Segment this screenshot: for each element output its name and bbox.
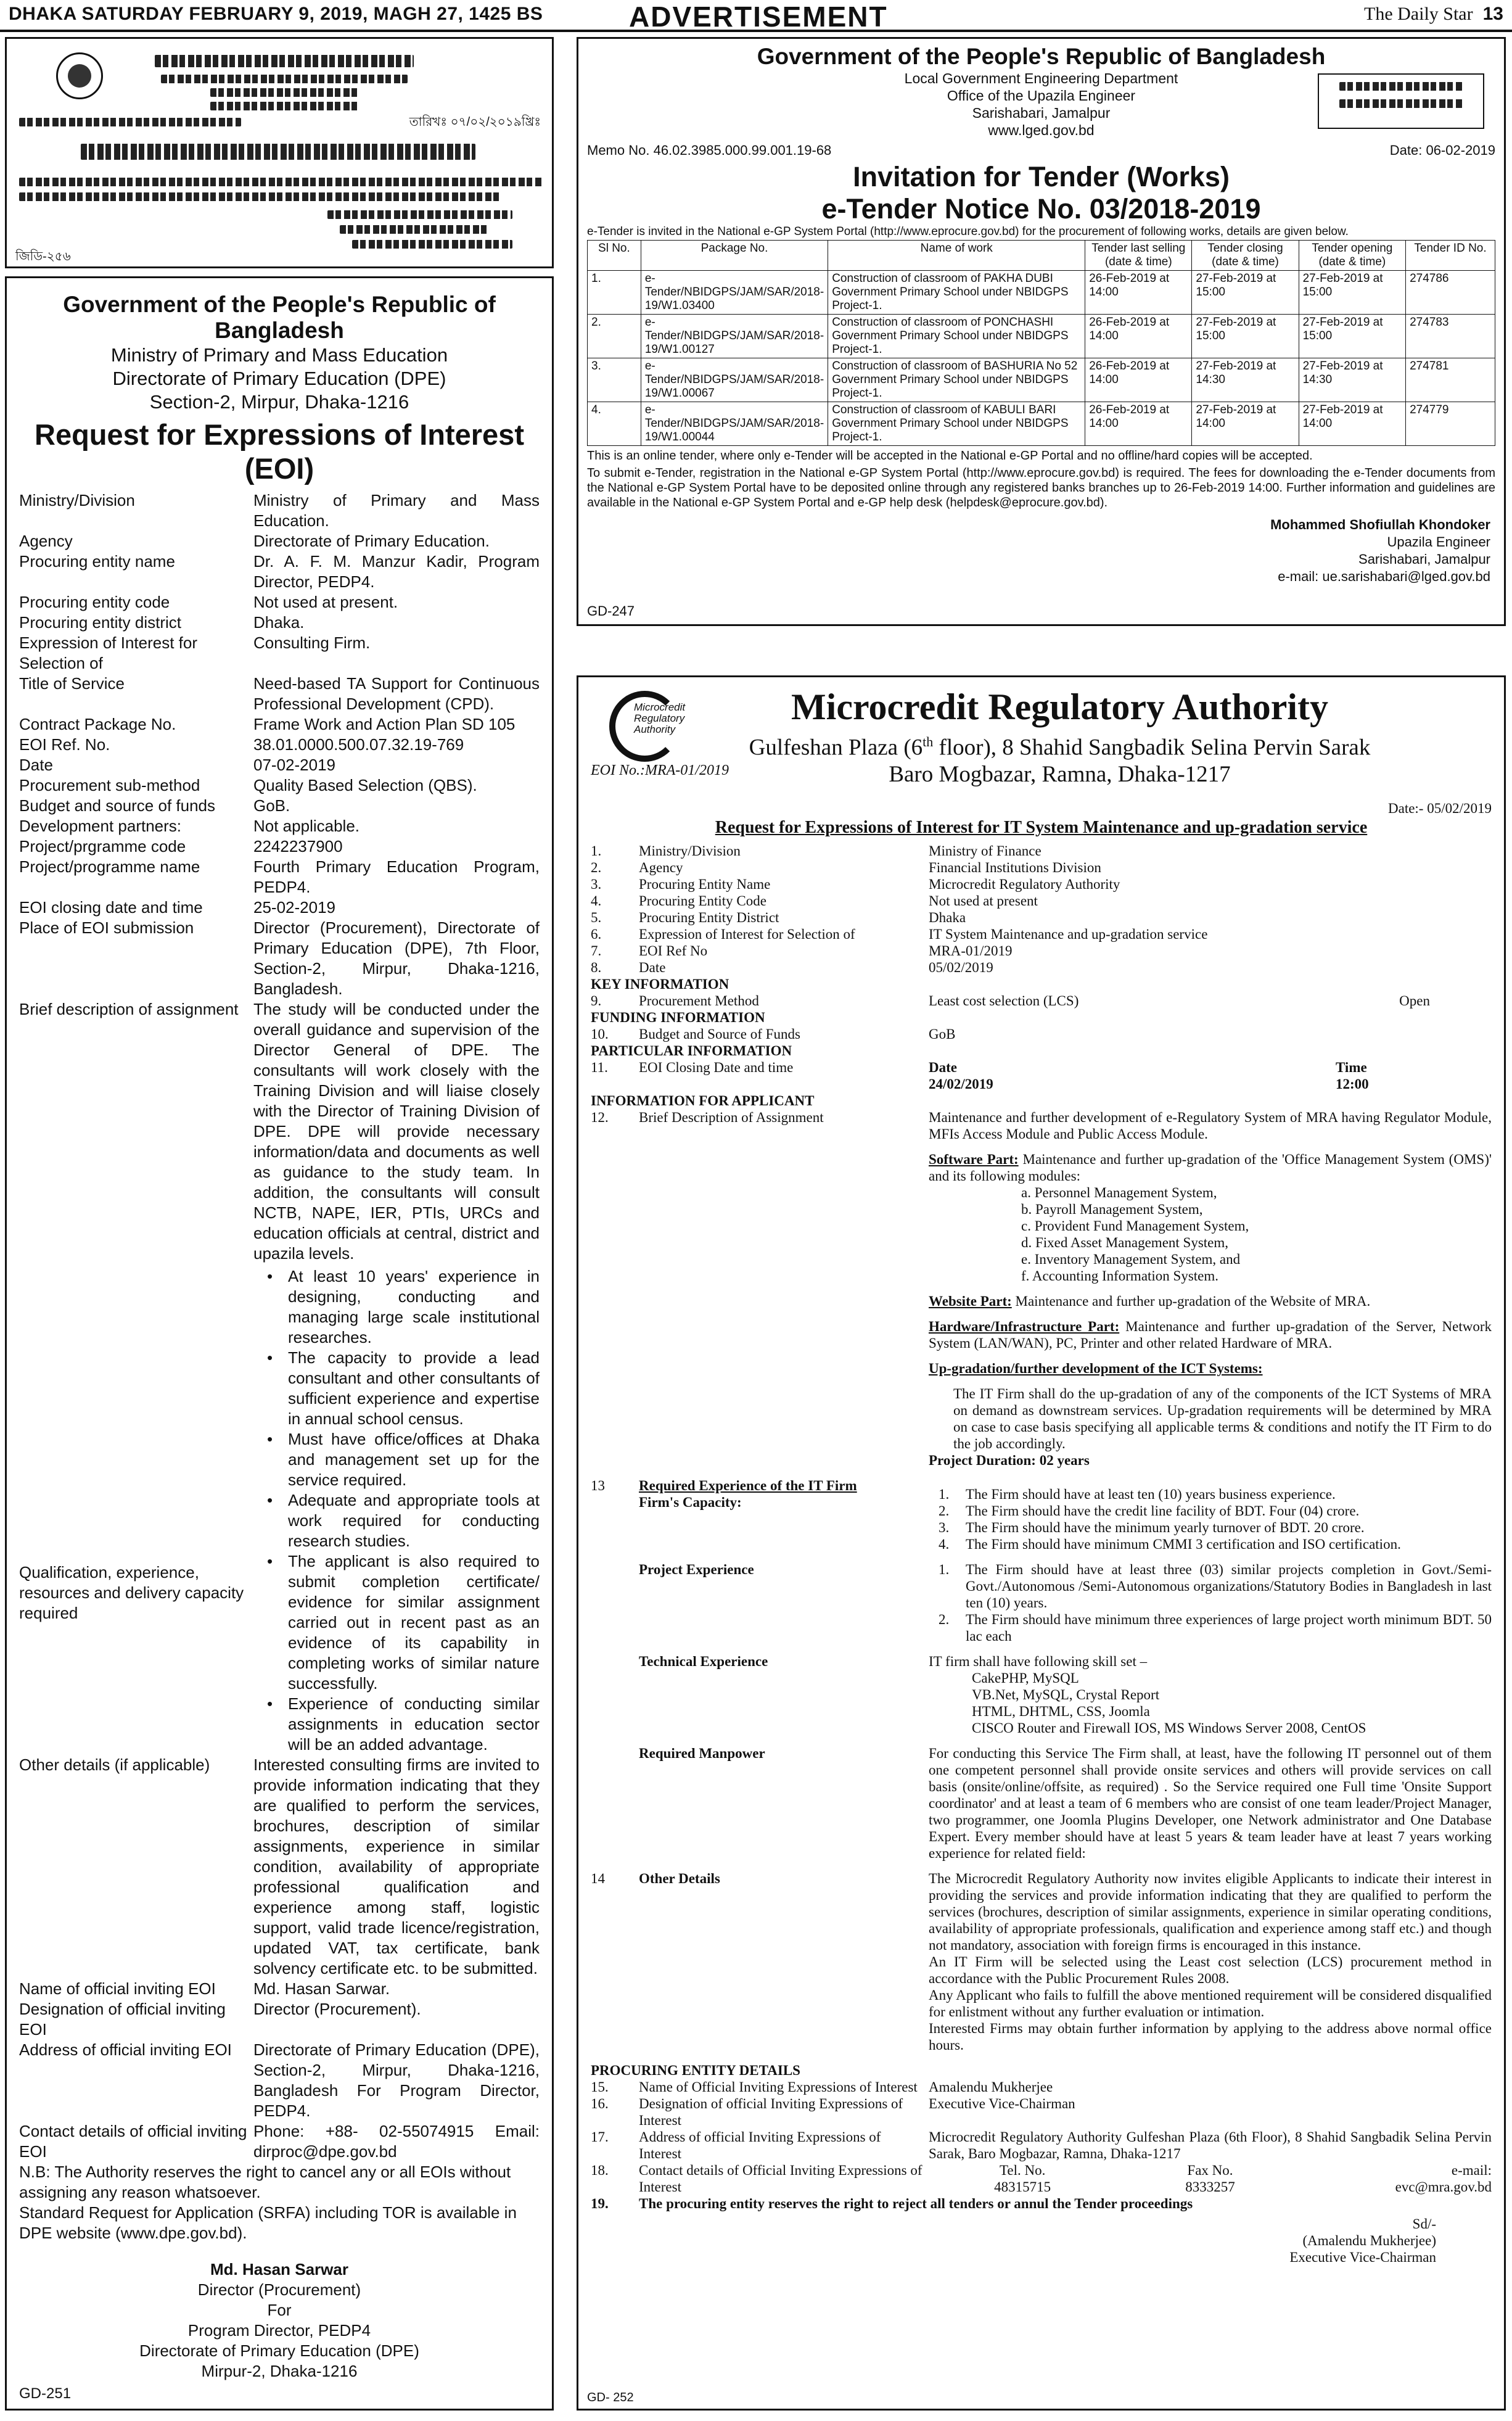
mra-item — [591, 959, 1492, 976]
mra-item: Required Manpower For conducting this Service The Firm shall, at least, have the following IT personnel out of them one competent personnel shall provide onsite services and others will provide services on call basis (onsite/online/offsite, as required) . So the Service required one Full time 'Onsite Support coordinator' and at least a team of 6 members who are consist of one team leader/Project Manager, two programmer, one Joomla Plugins Developer, one Network administrator and One Database Expert. Every member should have at least 5 years & team leader have at least 7 years working experience for related field: — [639, 1746, 1492, 1862]
lged-tender-notice — [577, 37, 1506, 626]
signature-line: Director (Procurement) — [197, 2280, 361, 2299]
item-label: Ministry/Division — [639, 843, 741, 859]
table-cell: e-Tender/NBIDGPS/JAM/SAR/2018-19/W1.00044 — [641, 402, 828, 446]
item-number: 8. — [591, 960, 602, 976]
eoi-row — [19, 1979, 540, 1999]
row-label: EOI closing date and time — [19, 898, 203, 917]
row-value: Fourth Primary Education Program, PEDP4. — [253, 857, 540, 896]
office-line: Local Government Engineering Department — [904, 70, 1178, 86]
table-cell: 27-Feb-2019 at 14:00 — [1299, 402, 1405, 446]
row-value: Dhaka. — [253, 613, 305, 632]
mra-item: 19. The procuring entity reserves the right to reject all tenders or annul the Tender proceedings — [591, 2196, 1193, 2212]
mra-item — [591, 893, 1492, 909]
mra-signature — [591, 2216, 1492, 2266]
eoi-row — [19, 531, 540, 551]
bangla-slogan-stamp — [1318, 73, 1484, 129]
item-value: Not used at present — [929, 893, 1038, 909]
item-value: Microcredit Regulatory Authority — [929, 876, 1120, 893]
table-cell: Construction of classroom of PAKHA DUBI Government Primary School under NBIDGPS Project-1. — [828, 271, 1085, 315]
mra-item: 13 Required Experience of the IT Firm Firm's Capacity: 1. The Firm should have at least ten (10) years business experience. 2. The Firm should have the credit line facility of BDT. Four (04) crore. 3. The Firm should have the minimum yearly turnover of BDT. 20 crore. 4. The Firm should have minimum CMMI 3 certification and ISO certification. — [591, 1477, 1492, 1553]
row-label: Development partners: — [19, 817, 182, 835]
signature-line: Md. Hasan Sarwar — [210, 2260, 348, 2279]
item-value: Amalendu Mukherjee — [929, 2079, 1053, 2095]
section-heading: INFORMATION FOR APPLICANT — [591, 1093, 815, 1109]
table-row — [588, 358, 1495, 402]
government-seal-icon — [56, 52, 103, 99]
numbered-item — [929, 1611, 1492, 1644]
row-label: Budget and source of funds — [19, 796, 216, 815]
eoi-row — [19, 836, 540, 857]
eoi-row — [19, 633, 540, 674]
mra-item: 10. Budget and Source of Funds GoB — [591, 1026, 956, 1042]
qualification-list — [253, 1266, 540, 1755]
qualification-item: • The capacity to provide a lead consultant and other consultants of sufficient experience and expertise in annual school census. — [288, 1348, 540, 1429]
row-value: Not applicable. — [253, 817, 360, 835]
signature-line: e-mail: ue.sarishabari@lged.gov.bd — [1278, 569, 1490, 584]
eoi-row — [19, 714, 540, 735]
mra-item — [591, 909, 1492, 926]
masthead — [0, 0, 1512, 32]
row-value: Director (Procurement). — [253, 2000, 421, 2018]
item-number: 2. — [939, 1612, 950, 1628]
item-label: EOI Ref No — [639, 943, 708, 959]
signature-line: Mohammed Shofiullah Khondoker — [1270, 517, 1490, 532]
signature-line: Upazila Engineer — [1387, 534, 1490, 550]
tender-signature — [587, 516, 1495, 585]
bangla-notice — [5, 37, 554, 268]
office-line: Sarishabari, Jamalpur — [972, 105, 1111, 121]
table-cell: 26-Feb-2019 at 14:00 — [1085, 315, 1192, 358]
item-text: The Firm should have at least three (03) similar projects completion in Govt./Semi-Govt./Autonomous /Semi-Autonomous organizations/Statutory Bodies in Bangladesh in last ten (10) years. — [966, 1562, 1492, 1611]
dpe-eoi-notice — [5, 276, 554, 2411]
table-cell: 27-Feb-2019 at 15:00 — [1299, 315, 1405, 358]
row-label: Expression of Interest for Selection of — [19, 633, 198, 672]
item-label: Name of Official Inviting Expressions of Interest — [639, 2079, 918, 2095]
qualification-item: • Must have office/offices at Dhaka and management set up for the service required. — [288, 1429, 540, 1490]
eoi-row — [19, 490, 540, 531]
table-cell: 274786 — [1406, 271, 1495, 315]
item-value: Dhaka — [929, 910, 966, 926]
signature-line: Directorate of Primary Education (DPE) — [139, 2341, 419, 2360]
table-cell: e-Tender/NBIDGPS/JAM/SAR/2018-19/W1.00127 — [641, 315, 828, 358]
eoi-rows — [19, 490, 540, 1264]
row-value: Phone: +88- 02-55074915 Email: dirproc@dpe.gov.bd — [253, 2122, 540, 2161]
row-label: Procurement sub-method — [19, 776, 200, 794]
module-item: d. Fixed Asset Management System, — [1021, 1235, 1229, 1251]
gd-number: GD- 252 — [587, 2391, 634, 2404]
table-row — [588, 315, 1495, 358]
signature-line: (Amalendu Mukherjee) — [1302, 2233, 1436, 2249]
row-value: 2242237900 — [253, 837, 343, 856]
row-value: Quality Based Selection (QBS). — [253, 776, 477, 794]
mra-name: Microcredit Regulatory Authority — [791, 687, 1328, 727]
column-header: Package No. — [641, 241, 828, 271]
item-number: 1. — [939, 1562, 950, 1578]
eoi-row — [19, 1999, 540, 2040]
section-heading: KEY INFORMATION — [591, 976, 729, 992]
mra-eoi-notice — [577, 675, 1506, 2411]
mra-address-1: Gulfeshan Plaza (6th floor), 8 Shahid Sangbadik Selina Pervin Sarak — [749, 734, 1371, 761]
row-label: Designation of official inviting EOI — [19, 2000, 226, 2039]
table-cell: 26-Feb-2019 at 14:00 — [1085, 358, 1192, 402]
item-number: 6. — [591, 926, 602, 942]
table-cell: 3. — [588, 358, 641, 402]
eoi-srfa: Standard Request for Application (SRFA) including TOR is available in DPE website (www.dpe.gov.bd). — [19, 2203, 517, 2242]
table-cell: e-Tender/NBIDGPS/JAM/SAR/2018-19/W1.03400 — [641, 271, 828, 315]
item-number: 3. — [939, 1520, 950, 1536]
eoi-row — [19, 674, 540, 714]
paper-name — [1364, 4, 1503, 25]
item-value: Ministry of Finance — [929, 843, 1042, 859]
item-label: Procuring Entity Code — [639, 893, 766, 909]
paper-logo: The Daily Star — [1364, 4, 1473, 24]
row-label: Project/prgramme code — [19, 837, 186, 856]
eoi-signature — [19, 2259, 540, 2382]
memo-number: Memo No. 46.02.3985.000.99.001.19-68 — [587, 142, 832, 158]
item-number: 17. — [591, 2129, 609, 2145]
row-label: Ministry/Division — [19, 491, 135, 509]
item-value: IT System Maintenance and up-gradation service — [929, 926, 1208, 942]
table-cell: 2. — [588, 315, 641, 358]
row-value: Directorate of Primary Education. — [253, 532, 490, 550]
table-cell: 26-Feb-2019 at 14:00 — [1085, 402, 1192, 446]
mra-eoi-number: EOI No.:MRA-01/2019 — [591, 762, 729, 778]
memo-date: Date: 06-02-2019 — [1389, 142, 1495, 158]
tender-notice-number: e-Tender Notice No. 03/2018-2019 — [821, 193, 1261, 225]
qualification-item: • The applicant is also required to submit completion certificate/ evidence for similar assignment carried out in recent past as an evidence of its capability in completing works of similar nature successfully. — [288, 1551, 540, 1694]
eoi-title: Request for Expressions of Interest (EOI) — [35, 418, 524, 485]
tender-table — [587, 240, 1495, 446]
mra-title: Request for Expressions of Interest for IT System Maintenance and up-gradation service — [715, 818, 1368, 838]
item-number: 7. — [591, 943, 602, 959]
column-header: Tender ID No. — [1406, 241, 1495, 271]
row-value: Need-based TA Support for Continuous Professional Development (CPD). — [253, 674, 540, 713]
table-cell: 26-Feb-2019 at 14:00 — [1085, 271, 1192, 315]
row-value: Consulting Firm. — [253, 633, 371, 652]
numbered-item — [929, 1486, 1492, 1503]
row-value: Dr. A. F. M. Manzur Kadir, Program Director, PEDP4. — [253, 552, 540, 591]
row-value: Frame Work and Action Plan SD 105 — [253, 715, 516, 733]
table-cell: 4. — [588, 402, 641, 446]
table-row — [588, 402, 1495, 446]
tender-title: Invitation for Tender (Works) — [853, 161, 1230, 192]
table-cell: e-Tender/NBIDGPS/JAM/SAR/2018-19/W1.00067 — [641, 358, 828, 402]
module-item: c. Provident Fund Management System, — [1021, 1218, 1249, 1234]
eoi-row — [19, 735, 540, 755]
item-value: 05/02/2019 — [929, 960, 993, 976]
item-number: 5. — [591, 910, 602, 926]
column-header: Tender closing (date & time) — [1192, 241, 1299, 271]
item-text: The Firm should have minimum CMMI 3 certification and ISO certification. — [966, 1536, 1401, 1553]
signature-line: For — [267, 2301, 292, 2319]
row-value: The study will be conducted under the overall guidance and supervision of the Director General of DPE. The consultants will work closely with the Training Division and will liaise closely with the Director of Training Division of DPE. DPE will provide necessary information/data and documents as well as guidance to the study team. In addition, the consultants will consult NCTB, NAPE, IER, PTIs, URCs and education officials at central, district and upazila levels. — [253, 1000, 540, 1263]
table-cell: 27-Feb-2019 at 15:00 — [1192, 271, 1299, 315]
office-line: www.lged.gov.bd — [988, 122, 1095, 138]
tender-government: Government of the People's Republic of Bangladesh — [757, 44, 1326, 69]
mra-address-2: Baro Mogbazar, Ramna, Dhaka-1217 — [889, 762, 1231, 788]
item-label: Expression of Interest for Selection of — [639, 926, 855, 942]
mra-item — [591, 926, 1492, 942]
column-header: Tender opening (date & time) — [1299, 241, 1405, 271]
row-label: Procuring entity district — [19, 613, 181, 632]
mra-item: Technical Experience IT firm shall have following skill set – CakePHP, MySQL VB.Net, MySQL, Crystal Report HTML, DHTML, CSS, Joomla CISCO Router and Firewall IOS, MS Windows Server 2008, CentOS — [591, 1653, 1492, 1736]
mra-item: 12. Brief Description of Assignment Maintenance and further development of e-Regulatory System of MRA having Regulator Module, MFIs Access Module and Public Access Module. Software Part: Maintenance and further up-gradation of the 'Office Management System (OMS)' and its following modules: a. Personnel Management System, b. Payroll Management System, c. Provident Fund Management System, d. Fixed Asset Management System, e. Inventory Management System, and f. Accounting Information System. Website Part: Maintenance and further up-gradation of the Website of MRA. Hardware/Infrastructure Part: Maintenance and further up-gradation of the Server, Network System (LAN/WAN), PC, Printer and other related Hardware of MRA. Up-gradation/further development of the ICT Systems: The IT Firm shall do the up-gradation of any of the components of the ICT Systems of MRA on demand as downstream services. Up-gradation requirements will be determined by MRA on case to case basis specifying all applicable terms & conditions and notify the IT Firm to do the job accordingly. Project Duration: 02 years — [591, 1110, 1492, 1469]
eoi-row — [19, 592, 540, 612]
row-label: Procuring entity code — [19, 593, 170, 611]
item-text: The Firm should have minimum three experiences of large project worth minimum BDT. 50 lac each — [966, 1612, 1492, 1644]
table-cell: 27-Feb-2019 at 14:00 — [1192, 402, 1299, 446]
mra-item: 11. EOI Closing Date and time Date Time 24/02/2019 12:00 — [591, 1060, 1369, 1092]
table-cell: Construction of classroom of PONCHASHI Government Primary School under NBIDGPS Project-1. — [828, 315, 1085, 358]
skill-item: CakePHP, MySQL — [972, 1670, 1079, 1686]
item-number: 1. — [939, 1487, 950, 1503]
skill-item: HTML, DHTML, CSS, Joomla — [972, 1704, 1150, 1720]
eoi-directorate: Directorate of Primary Education (DPE) — [112, 368, 446, 389]
table-row — [588, 271, 1495, 315]
row-label: Address of official inviting EOI — [19, 2040, 232, 2059]
row-label: Name of official inviting EOI — [19, 1979, 216, 1998]
table-cell: 274781 — [1406, 358, 1495, 402]
item-label: Procuring Entity District — [639, 910, 779, 926]
tender-note-registration: To submit e-Tender, registration in the National e-GP System Portal (http://www.eprocure.gov.bd) is required. The fees for downloading the e-Tender documents from the National e-GP System Portal have to be deposited online through any registered banks branches up to 26-Feb-2019 14:00. Further information and guidelines are available in the National e-GP System Portal and e-GP help desk (helpdesk@eprocure.gov.bd). — [587, 466, 1495, 509]
mra-item — [591, 2079, 1492, 2095]
signature-line: Mirpur-2, Dhaka-1216 — [201, 2362, 358, 2380]
module-item: e. Inventory Management System, and — [1021, 1252, 1241, 1268]
eoi-row — [19, 999, 540, 1264]
row-label: Agency — [19, 532, 73, 550]
signature-line: Sarishabari, Jamalpur — [1358, 551, 1490, 567]
section-heading: PROCURING ENTITY DETAILS — [591, 2063, 800, 2079]
module-item: f. Accounting Information System. — [1021, 1268, 1219, 1284]
row-value: GoB. — [253, 796, 290, 815]
section-heading: PARTICULAR INFORMATION — [591, 1043, 792, 1059]
table-cell: 27-Feb-2019 at 14:30 — [1192, 358, 1299, 402]
qualification-item: • Experience of conducting similar assignments in education sector will be an added advantage. — [288, 1694, 540, 1755]
tender-intro: e-Tender is invited in the National e-GP System Portal (http://www.eprocure.gov.bd) for the procurement of following works, details are given below. — [587, 225, 1349, 238]
row-label: Contact details of official inviting EOI — [19, 2122, 247, 2161]
gd-number: GD-251 — [19, 2385, 72, 2402]
row-label: Project/programme name — [19, 857, 200, 876]
eoi-row — [19, 918, 540, 999]
skill-item: CISCO Router and Firewall IOS, MS Windows Server 2008, CentOS — [972, 1720, 1366, 1736]
signature-line: Executive Vice-Chairman — [1289, 2250, 1436, 2266]
row-value: Directorate of Primary Education (DPE), Section-2, Mirpur, Dhaka-1216, Bangladesh For Program Director, PEDP4. — [253, 2040, 540, 2120]
item-value: Microcredit Regulatory Authority Gulfeshan Plaza (6th Floor), 8 Shahid Sangbadik Selina Pervin Sarak, Baro Mogbazar, Ramna, Dhaka-1217 — [929, 2129, 1492, 2162]
row-label: Contract Package No. — [19, 715, 176, 733]
row-label: Date — [19, 756, 53, 774]
item-label: Procuring Entity Name — [639, 876, 771, 893]
item-number: 2. — [939, 1503, 950, 1519]
eoi-row — [19, 816, 540, 836]
module-item: b. Payroll Management System, — [1021, 1202, 1203, 1218]
mra-item — [591, 2129, 1492, 2162]
row-label: Brief description of assignment — [19, 1000, 239, 1018]
module-item: a. Personnel Management System, — [1021, 1185, 1217, 1201]
logo-line: Authority — [634, 724, 676, 735]
item-label: Designation of official Inviting Expressions of Interest — [639, 2096, 903, 2129]
eoi-row — [19, 897, 540, 918]
row-value: Ministry of Primary and Mass Education. — [253, 491, 540, 530]
eoi-address: Section-2, Mirpur, Dhaka-1216 — [149, 391, 409, 413]
qualification-item: • Adequate and appropriate tools at work required for conducting research studies. — [288, 1490, 540, 1551]
row-value: Md. Hasan Sarwar. — [253, 1979, 390, 1998]
eoi-row — [19, 775, 540, 796]
item-label: Address of official Inviting Expressions of Interest — [639, 2129, 881, 2162]
mra-item — [591, 859, 1492, 876]
table-cell: Construction of classroom of BASHURIA No 52 Government Primary School under NBIDGPS Project-1. — [828, 358, 1085, 402]
item-label: Date — [639, 960, 666, 976]
gd-number: জিডি-২৫৬ — [15, 250, 71, 263]
mra-date: Date:- 05/02/2019 — [1388, 801, 1492, 817]
item-value: Executive Vice-Chairman — [929, 2096, 1075, 2112]
numbered-item — [929, 1503, 1492, 1519]
logo-line: Regulatory — [634, 712, 685, 724]
item-number: 15. — [591, 2079, 609, 2095]
eoi-row — [19, 796, 540, 816]
mra-items — [591, 843, 1492, 976]
row-label: Qualification, experience, resources and delivery capacity required — [19, 1563, 244, 1622]
eoi-nb: N.B: The Authority reserves the right to cancel any or all EOIs without assigning any reason whatsoever. — [19, 2163, 511, 2201]
eoi-row — [19, 755, 540, 775]
logo-line: Microcredit — [634, 701, 686, 713]
item-number: 16. — [591, 2096, 609, 2112]
eoi-row — [19, 551, 540, 592]
numbered-item — [929, 1561, 1492, 1611]
mra-item: Project Experience 1. The Firm should have at least three (03) similar projects completion in Govt./Semi-Govt./Autonomous /Semi-Autonomous organizations/Statutory Bodies in Bangladesh in last ten (10) years. 2. The Firm should have minimum three experiences of large project worth minimum BDT. 50 lac each — [639, 1562, 1492, 1644]
eoi-row — [19, 857, 540, 897]
mra-item: 18. Contact details of Official Inviting Expressions of Interest Tel. No. Fax No. e-mail: 48315715 8333257 evc@mra.gov.bd — [591, 2163, 1492, 2195]
item-text: The Firm should have the minimum yearly turnover of BDT. 20 crore. — [966, 1520, 1365, 1536]
table-cell: 27-Feb-2019 at 15:00 — [1192, 315, 1299, 358]
table-cell: 27-Feb-2019 at 15:00 — [1299, 271, 1405, 315]
item-value: Financial Institutions Division — [929, 860, 1101, 876]
mra-item — [591, 942, 1492, 959]
mra-item — [591, 843, 1492, 859]
numbered-item — [929, 1519, 1492, 1536]
section-title: ADVERTISEMENT — [629, 1, 888, 33]
ref-date: তারিখঃ ০৭/০২/২০১৯খ্রিঃ — [409, 115, 541, 129]
eoi-rows-2 — [19, 1755, 540, 2162]
row-label: Place of EOI submission — [19, 918, 194, 937]
column-header: Sl No. — [588, 241, 641, 271]
mra-item: 14 Other Details The Microcredit Regulatory Authority now invites eligible Applicants to indicate their interest in providing the services and provide information indicating that they are qualified to perform the services (brochures, description of similar assignments, experience in similar operating conditions, availability of appropriate professionals, qualification and experience among staff etc.) and though not mandatory, association with foreign firms is encouraged in this instance. An IT Firm will be selected using the Least cost selection (LCS) procurement method in accordance with the Public Procurement Rules 2008. Any Applicant who fails to fulfill the above mentioned requirement will be considered disqualified for enlistment without any further evaluation or intimation. Interested Firms may obtain further information by applying to the address above normal office hours. — [591, 1871, 1492, 2053]
item-number: 4. — [939, 1536, 950, 1553]
mra-item: 9. Procurement Method Least cost selection (LCS) Open — [591, 992, 1492, 1009]
open-label: Open — [1399, 993, 1430, 1009]
section-heading: FUNDING INFORMATION — [591, 1010, 765, 1026]
eoi-row — [19, 2040, 540, 2121]
table-cell: 274779 — [1406, 402, 1495, 446]
eoi-row — [19, 2121, 540, 2162]
eoi-ministry: Ministry of Primary and Mass Education — [110, 344, 448, 366]
row-value: Not used at present. — [253, 593, 398, 611]
row-value: 07-02-2019 — [253, 756, 335, 774]
eoi-government: Government of the People's Republic of Bangladesh — [63, 292, 496, 343]
table-cell: 274783 — [1406, 315, 1495, 358]
item-number: 2. — [591, 860, 602, 876]
office-line: Office of the Upazila Engineer — [947, 88, 1136, 104]
column-header: Tender last selling (date & time) — [1085, 241, 1192, 271]
row-value: 25-02-2019 — [253, 898, 335, 917]
row-value: Interested consulting firms are invited to provide information indicating that they are qualified to perform the services, brochures, description of similar assignments, experience in similar condition, availability of appropriate professional qualification and experience among staff, logistic support, valid trade licence/registration, updated VAT, tax certificate, bank solvency certificate etc. to be submitted. — [253, 1755, 540, 1978]
table-cell: 27-Feb-2019 at 14:30 — [1299, 358, 1405, 402]
qualification-item: • At least 10 years' experience in designing, conducting and managing large scale institutional researches. — [288, 1266, 540, 1348]
item-number: 4. — [591, 893, 602, 909]
eoi-qualification-row — [19, 1266, 540, 1755]
tender-note-online: This is an online tender, where only e-Tender will be accepted in the National e-GP Portal and no offline/hard copies will be accepted. — [587, 449, 1313, 463]
numbered-item — [929, 1536, 1492, 1553]
mra-item — [591, 876, 1492, 893]
eoi-row — [19, 1755, 540, 1979]
item-label: Agency — [639, 860, 683, 876]
row-label: Procuring entity name — [19, 552, 175, 571]
skill-item: VB.Net, MySQL, Crystal Report — [972, 1687, 1160, 1703]
row-value: 38.01.0000.500.07.32.19-769 — [253, 735, 464, 754]
table-cell: 1. — [588, 271, 641, 315]
eoi-row — [19, 612, 540, 633]
gd-number: GD-247 — [587, 603, 635, 619]
item-text: The Firm should have at least ten (10) years business experience. — [966, 1487, 1336, 1503]
row-label: EOI Ref. No. — [19, 735, 110, 754]
row-value: Director (Procurement), Directorate of Primary Education (DPE), 7th Floor, Section-2, Mirpur, Dhaka-1216, Bangladesh. — [253, 918, 540, 998]
table-cell: Construction of classroom of KABULI BARI Government Primary School under NBIDGPS Project-1. — [828, 402, 1085, 446]
signature-line: Sd/- — [1412, 2216, 1436, 2232]
item-value: MRA-01/2019 — [929, 943, 1013, 959]
page-number: 13 — [1482, 4, 1503, 24]
item-text: The Firm should have the credit line facility of BDT. Four (04) crore. — [966, 1503, 1360, 1519]
mra-logo-icon — [609, 691, 686, 762]
item-number: 3. — [591, 876, 602, 893]
signature-line: Program Director, PEDP4 — [187, 2321, 371, 2340]
item-number: 1. — [591, 843, 602, 859]
row-label: Other details (if applicable) — [19, 1755, 210, 1774]
column-header: Name of work — [828, 241, 1085, 271]
mra-items-2 — [591, 2079, 1492, 2162]
dateline: DHAKA SATURDAY FEBRUARY 9, 2019, MAGH 27, 1425 BS — [9, 4, 543, 24]
mra-item — [591, 2095, 1492, 2129]
row-label: Title of Service — [19, 674, 125, 693]
